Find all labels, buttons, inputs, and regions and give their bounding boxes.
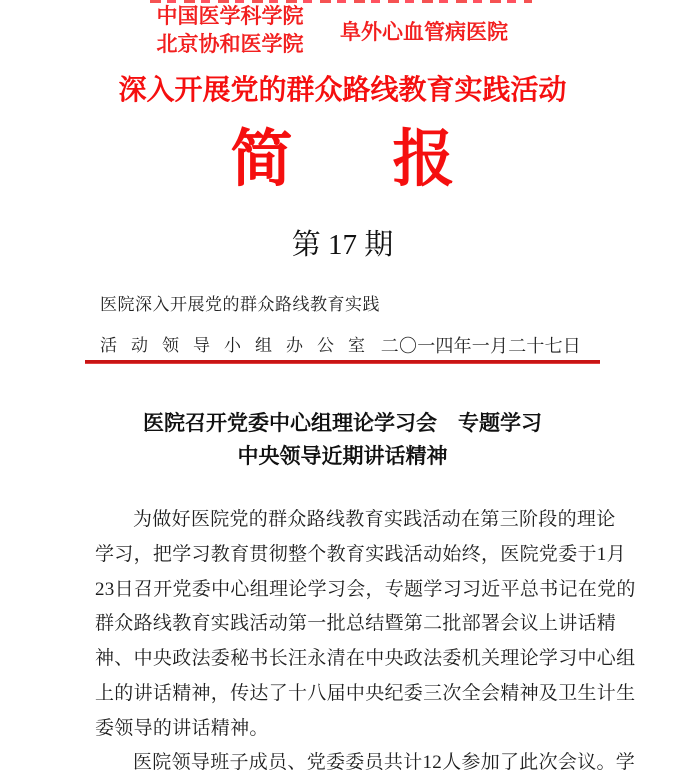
body-text-line: 上的讲话精神，传达了十八届中央纪委三次全会精神及卫生计生 [95, 682, 636, 704]
campaign-title: 深入开展党的群众路线教育实践活动 [118, 75, 567, 106]
issue-number: 第 17 期 [291, 229, 394, 261]
body-text-line: 学习，把学习教育贯彻整个教育实践活动始终，医院党委于1月 [95, 543, 626, 565]
issue-date: 二〇一四年一月二十七日 [380, 336, 581, 356]
issuing-office-line1: 医院深入开展党的群众路线教育实践 [100, 295, 380, 314]
institution-right: 阜外心血管病医院 [340, 20, 508, 44]
article-heading-line2: 中央领导近期讲话精神 [237, 445, 448, 468]
issuing-office-line2: 活动领导小组办公室 [100, 336, 379, 355]
institution-left-block [150, 2, 310, 58]
body-text-line: 群众路线教育实践活动第一批总结暨第二批部署会议上讲话精 [95, 613, 617, 635]
body-text-line: 委领导的讲话精神。 [95, 717, 269, 739]
bulletin-title-char2: 报 [392, 126, 455, 194]
article-heading [85, 407, 600, 473]
body-text-line: 为做好医院党的群众路线教育实践活动在第三阶段的理论 [133, 509, 616, 530]
institution-name-line2: 北京协和医学院 [156, 32, 304, 56]
body-text-line: 医院领导班子成员、党委委员共计12人参加了此次会议。学 [133, 752, 636, 774]
article-heading-line1: 医院召开党委中心组理论学习会 专题学习 [143, 412, 542, 435]
institution-name-line1: 中国医学科学院 [156, 4, 304, 28]
body-text-line: 23日召开党委中心组理论学习会，专题学习习近平总书记在党的 [95, 578, 636, 600]
masthead-divider-rule [85, 360, 600, 364]
bulletin-title-char1: 简 [230, 126, 293, 194]
article-body [95, 503, 636, 781]
bulletin-title [85, 126, 600, 194]
body-text-line: 神、中央政法委秘书长汪永清在中央政法委机关理论学习中心组 [95, 648, 636, 669]
